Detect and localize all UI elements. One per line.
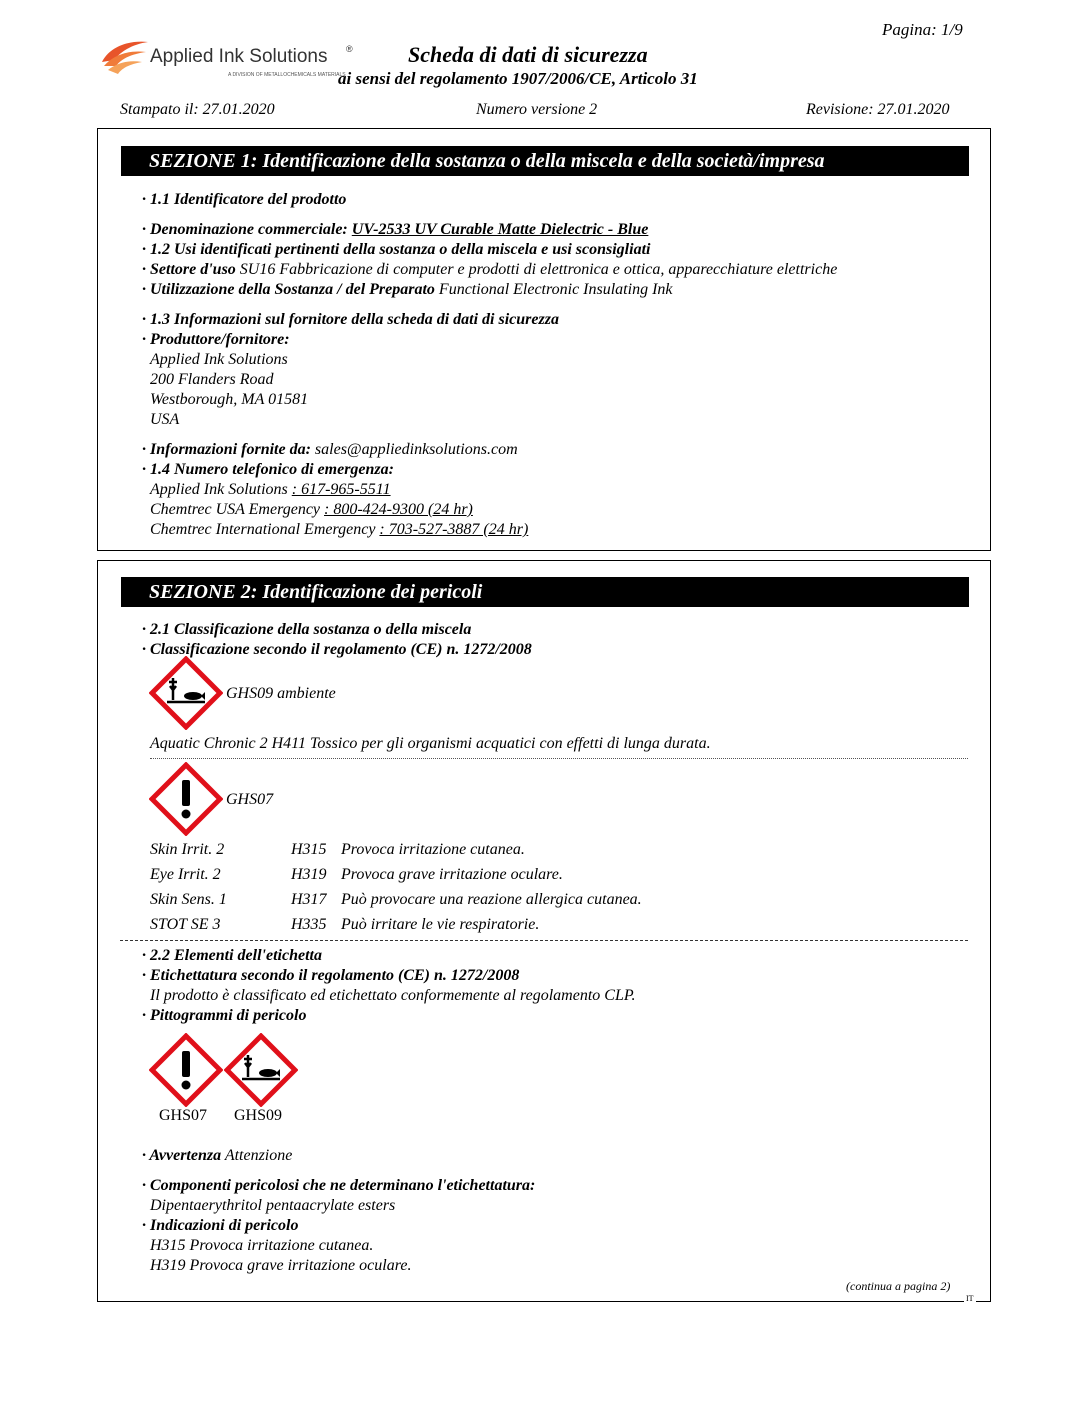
product-identifier-heading: · 1.1 Identificatore del prodotto	[142, 191, 347, 208]
revision-date: Revisione: 27.01.2020	[806, 101, 950, 118]
hazard-class: Eye Irrit. 2	[150, 866, 221, 883]
sector-row	[142, 260, 837, 280]
country-code: IT	[966, 1294, 974, 1303]
phone-row	[150, 480, 391, 500]
trade-name-value: UV-2533 UV Curable Matte Dielectric - Blue	[351, 221, 649, 238]
company-logo	[100, 36, 360, 86]
phone-number: : 800-424-9300 (24 hr)	[324, 501, 473, 518]
hazard-text: Può irritare le vie respiratorie.	[341, 916, 540, 933]
divider	[120, 940, 968, 941]
signal-word-label: · Avvertenza	[142, 1147, 222, 1164]
sector-value: SU16 Fabbricazione di computer e prodotti di elettronica e ottica, apparecchiature elettriche	[239, 261, 838, 278]
divider	[150, 758, 968, 759]
component-name: Dipentaerythritol pentaacrylate esters	[150, 1197, 396, 1214]
classification-regulation: · Classificazione secondo il regolamento (CE) n. 1272/2008	[142, 641, 532, 658]
aquatic-classification: Aquatic Chronic 2 H411 Tossico per gli organismi acquatici con effetti di lunga durata.	[150, 735, 711, 752]
section-1-heading: SEZIONE 1: Identificazione della sostanza o della miscela e della società/impresa	[121, 146, 969, 176]
address-line: USA	[150, 411, 180, 428]
label-text: Il prodotto è classificato ed etichettato conformemente al regolamento CLP.	[150, 987, 636, 1004]
document-subtitle: ai sensi del regolamento 1907/2006/CE, Articolo 31	[338, 69, 698, 88]
hazard-code: H317	[291, 891, 327, 908]
signal-word-row	[142, 1146, 292, 1166]
signal-word-value: Attenzione	[224, 1147, 293, 1164]
logo-subtitle: A DIVISION OF METALLOCHEMICALS MATERIALS	[228, 72, 346, 78]
hazard-class: STOT SE 3	[150, 916, 221, 933]
exclamation-hazard-icon	[149, 762, 223, 836]
hazard-class: Skin Irrit. 2	[150, 841, 225, 858]
producer-label: · Produttore/fornitore:	[142, 331, 290, 348]
pictograms-heading: · Pittogrammi di pericolo	[142, 1007, 307, 1024]
ghs07-label: GHS07	[226, 791, 274, 808]
info-label: · Informazioni fornite da:	[142, 441, 311, 458]
hazard-code: H315	[291, 841, 327, 858]
exclamation-pictogram-icon	[149, 1033, 223, 1107]
sector-label: · Settore d'uso	[142, 261, 236, 278]
phone-row	[150, 500, 473, 520]
section-2-heading: SEZIONE 2: Identificazione dei pericoli	[121, 577, 969, 607]
address-line: Applied Ink Solutions	[150, 351, 288, 368]
continued-note: (continua a pagina 2)	[846, 1279, 951, 1293]
hazard-text: Può provocare una reazione allergica cutanea.	[341, 891, 642, 908]
hazard-class: Skin Sens. 1	[150, 891, 227, 908]
page-number: Pagina: 1/9	[882, 20, 963, 39]
supplier-heading: · 1.3 Informazioni sul fornitore della scheda di dati di sicurezza	[142, 311, 559, 328]
trade-name-row	[142, 220, 648, 240]
ghs09-label: GHS09 ambiente	[226, 685, 336, 702]
info-email[interactable]: sales@appliedinksolutions.com	[314, 441, 518, 458]
logo-text: Applied Ink Solutions	[150, 46, 328, 67]
phone-number: : 703-527-3887 (24 hr)	[379, 521, 529, 538]
phone-name: Chemtrec International Emergency	[150, 521, 376, 538]
address-line: 200 Flanders Road	[150, 371, 274, 388]
identified-uses-heading: · 1.2 Usi identificati pertinenti della sostanza o della miscela e usi sconsigliati	[142, 241, 651, 258]
use-value: Functional Electronic Insulating Ink	[438, 281, 673, 298]
hazard-text: Provoca irritazione cutanea.	[341, 841, 525, 858]
hazard-statement: H315 Provoca irritazione cutanea.	[150, 1237, 374, 1254]
phone-number: : 617-965-5511	[291, 481, 391, 498]
hazard-code: H335	[291, 916, 327, 933]
hazard-statements-heading: · Indicazioni di pericolo	[142, 1217, 299, 1234]
emergency-heading: · 1.4 Numero telefonico di emergenza:	[142, 461, 394, 478]
document-title: Scheda di dati di sicurezza	[408, 42, 648, 67]
wing-icon	[100, 38, 152, 78]
info-row	[142, 440, 518, 460]
pictogram-label: GHS09	[234, 1107, 283, 1124]
pictogram-label: GHS07	[159, 1107, 208, 1124]
phone-name: Applied Ink Solutions	[150, 481, 288, 498]
trade-name-label: · Denominazione commerciale:	[142, 221, 348, 238]
hazard-text: Provoca grave irritazione oculare.	[341, 866, 563, 883]
address-line: Westborough, MA 01581	[150, 391, 309, 408]
label-regulation: · Etichettatura secondo il regolamento (CE) n. 1272/2008	[142, 967, 520, 984]
classification-heading: · 2.1 Classificazione della sostanza o della miscela	[142, 621, 472, 638]
phone-name: Chemtrec USA Emergency	[150, 501, 321, 518]
version-number: Numero versione 2	[476, 101, 598, 118]
printed-date: Stampato il: 27.01.2020	[120, 101, 275, 118]
components-heading: · Componenti pericolosi che ne determinano l'etichettatura:	[142, 1177, 536, 1194]
logo-registered: ®	[346, 44, 353, 54]
hazard-code: H319	[291, 866, 327, 883]
hazard-statement: H319 Provoca grave irritazione oculare.	[150, 1257, 412, 1274]
environment-pictogram-icon	[224, 1033, 298, 1107]
phone-row	[150, 520, 528, 540]
use-row	[142, 280, 673, 300]
use-label: · Utilizzazione della Sostanza / del Preparato	[142, 281, 435, 298]
environment-hazard-icon	[149, 656, 223, 730]
label-elements-heading: · 2.2 Elementi dell'etichetta	[142, 947, 322, 964]
